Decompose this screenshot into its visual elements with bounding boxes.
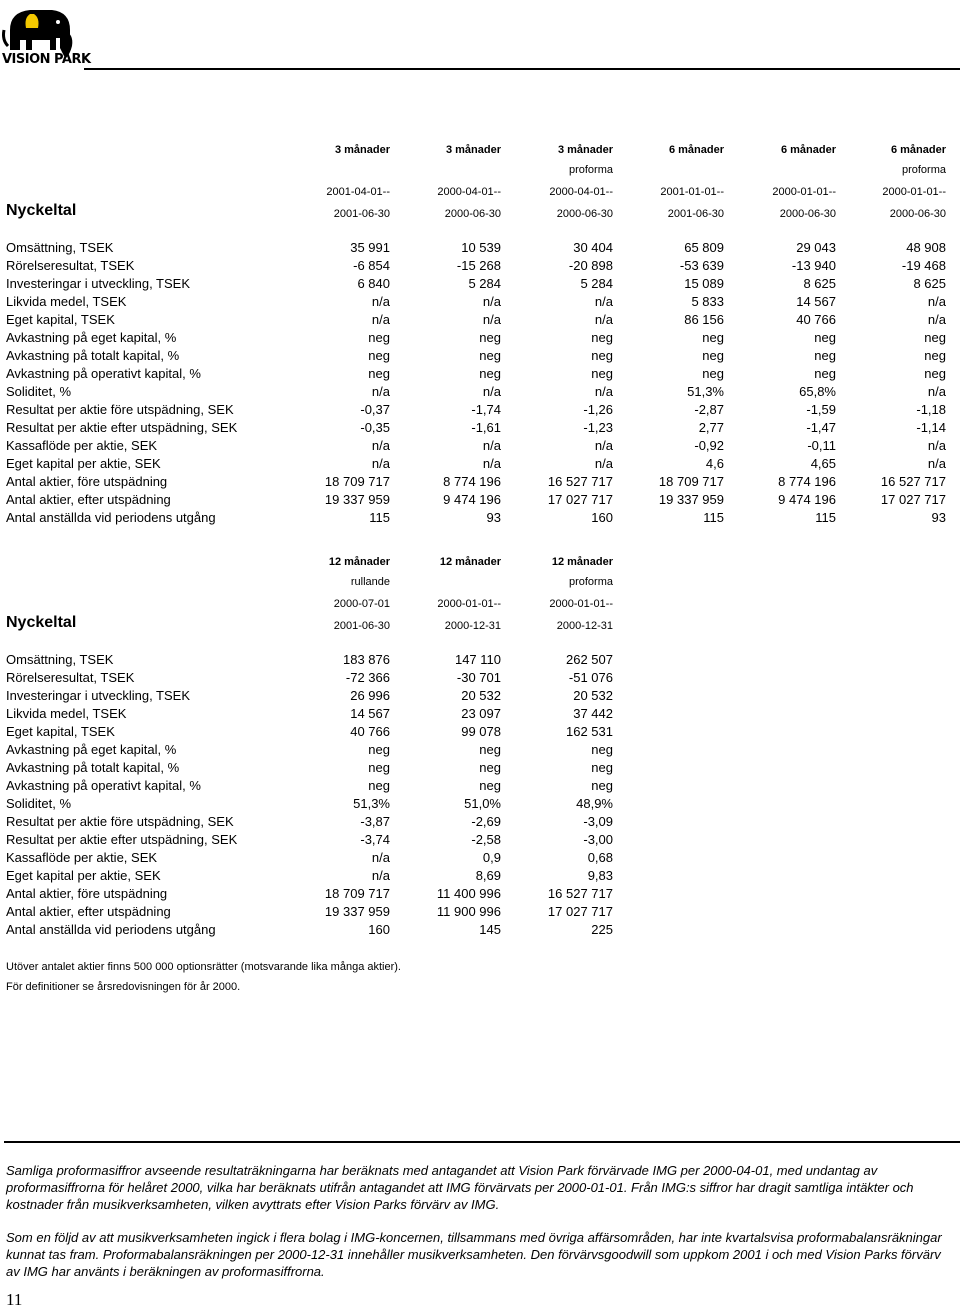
row-label: Antal anställda vid periodens utgång	[6, 921, 216, 937]
row-value: neg	[591, 741, 613, 757]
row-value: 19 337 959	[658, 491, 724, 507]
table-row	[6, 274, 946, 292]
row-value: 17 027 717	[880, 491, 946, 507]
row-label: Avkastning på totalt kapital, %	[6, 759, 180, 775]
header-row	[6, 198, 946, 220]
row-value: 23 097	[461, 705, 501, 721]
table-row	[6, 328, 946, 346]
row-value: 65 809	[684, 239, 724, 255]
row-value: neg	[368, 759, 390, 775]
table-row	[6, 704, 613, 722]
row-value: 160	[368, 921, 390, 937]
row-value: -2,58	[471, 831, 501, 847]
row-value: neg	[368, 329, 390, 345]
row-value: -2,69	[471, 813, 501, 829]
row-value: -3,00	[583, 831, 613, 847]
row-value: 162 531	[566, 723, 613, 739]
table-row	[6, 812, 613, 830]
header-row	[6, 568, 613, 588]
row-value: 99 078	[461, 723, 501, 739]
header-spacer	[6, 588, 276, 610]
row-value: n/a	[594, 437, 613, 453]
table-row	[6, 830, 613, 848]
header-note	[724, 156, 836, 176]
header-note	[390, 156, 501, 176]
row-value: neg	[591, 759, 613, 775]
row-value: 115	[815, 509, 836, 525]
row-value: 9 474 196	[443, 491, 501, 507]
row-label: Likvida medel, TSEK	[6, 705, 127, 721]
header-period: 12 månader	[328, 556, 390, 568]
row-label: Rörelseresultat, TSEK	[6, 669, 135, 685]
row-label: Kassaflöde per aktie, SEK	[6, 849, 158, 865]
row-value: 8 625	[803, 275, 836, 291]
table-row	[6, 884, 613, 902]
row-value: 8 774 196	[778, 473, 836, 489]
table-row	[6, 490, 946, 508]
header-rule	[84, 68, 960, 70]
row-value: 19 337 959	[324, 903, 390, 919]
row-value: 40 766	[796, 311, 836, 327]
row-value: 9,83	[587, 867, 613, 883]
header-note	[613, 156, 724, 176]
table-row	[6, 794, 613, 812]
key-figures-table-annual	[6, 544, 613, 938]
row-value: neg	[479, 759, 501, 775]
row-value: 0,9	[482, 849, 501, 865]
row-value: neg	[368, 347, 390, 363]
table-row	[6, 668, 613, 686]
row-value: n/a	[371, 455, 390, 471]
row-label: Soliditet, %	[6, 795, 72, 811]
header-date-to: 2000-06-30	[556, 208, 613, 220]
row-value: -72 366	[345, 669, 390, 685]
table-row	[6, 920, 613, 938]
row-value: -1,18	[916, 401, 946, 417]
header-date-from: 2000-01-01--	[882, 186, 946, 198]
row-label: Omsättning, TSEK	[6, 239, 114, 255]
row-value: neg	[591, 347, 613, 363]
row-label: Avkastning på eget kapital, %	[6, 329, 177, 345]
row-value: n/a	[594, 311, 613, 327]
header-note	[390, 568, 501, 588]
row-value: n/a	[594, 455, 613, 471]
row-value: 11 900 996	[436, 903, 501, 919]
row-value: n/a	[594, 383, 613, 399]
row-value: 93	[931, 509, 946, 525]
row-value: -3,09	[583, 813, 613, 829]
row-value: n/a	[482, 455, 501, 471]
header-spacer	[6, 544, 276, 568]
row-value: 5 833	[691, 293, 724, 309]
row-value: -20 898	[568, 257, 613, 273]
key-figures-table-quarterly	[6, 132, 946, 526]
row-value: 20 532	[573, 687, 613, 703]
row-value: -0,11	[807, 437, 836, 453]
row-value: n/a	[927, 311, 946, 327]
row-value: n/a	[371, 437, 390, 453]
row-value: -0,35	[360, 419, 390, 435]
row-value: 9 474 196	[778, 491, 836, 507]
row-value: 40 766	[350, 723, 390, 739]
spacer-row	[6, 220, 946, 238]
table-row	[6, 256, 946, 274]
row-value: -53 639	[679, 257, 724, 273]
row-label: Resultat per aktie före utspädning, SEK	[6, 813, 234, 829]
table-row	[6, 776, 613, 794]
row-value: 225	[591, 921, 613, 937]
row-value: n/a	[371, 293, 390, 309]
row-value: 5 284	[580, 275, 613, 291]
logo-brand-text: VISION PARK	[2, 52, 91, 67]
row-value: -1,59	[806, 401, 836, 417]
row-value: neg	[924, 329, 946, 345]
table-row	[6, 758, 613, 776]
row-label: Eget kapital per aktie, SEK	[6, 867, 161, 883]
header-period: 6 månader	[780, 144, 836, 156]
table-row	[6, 650, 613, 668]
row-value: n/a	[594, 293, 613, 309]
row-value: 0,68	[587, 849, 613, 865]
table-row	[6, 508, 946, 526]
row-value: 17 027 717	[547, 903, 613, 919]
options-note: Utöver antalet aktier finns 500 000 optionsrätter (motsvarande lika många aktier).	[6, 961, 401, 973]
table-row	[6, 382, 946, 400]
row-value: n/a	[927, 293, 946, 309]
row-value: n/a	[371, 867, 390, 883]
row-value: 93	[486, 509, 501, 525]
row-value: 19 337 959	[324, 491, 390, 507]
row-value: 4,65	[810, 455, 836, 471]
row-value: neg	[591, 329, 613, 345]
row-value: 8 774 196	[443, 473, 501, 489]
row-value: 18 709 717	[324, 885, 390, 901]
row-label: Avkastning på operativt kapital, %	[6, 365, 201, 381]
table-row	[6, 472, 946, 490]
row-label: Antal aktier, före utspädning	[6, 473, 168, 489]
row-label: Kassaflöde per aktie, SEK	[6, 437, 158, 453]
row-value: -30 701	[456, 669, 501, 685]
row-label: Omsättning, TSEK	[6, 651, 114, 667]
proforma-disclaimer-1: Samliga proformasiffror avseende resultaträkningarna har beräknats med antagandet att Vision Park förvärvade IMG per 2000-04-01, med undantag av proformasiffrorna för helåret 2000, vilka har beräknats utifrån antagandet att IMG förvärvats per 2000-01-01. Från IMG:s siffror har dragit samtliga intäkter och kostnader från musikverksamheten, vilken avyttrats efter Vision Parks förvärv av IMG.	[6, 1163, 914, 1212]
row-value: neg	[702, 329, 724, 345]
header-date-from: 2001-04-01--	[326, 186, 390, 198]
header-row	[6, 132, 946, 156]
table-row	[6, 238, 946, 256]
table-row	[6, 364, 946, 382]
row-value: -3,74	[360, 831, 390, 847]
row-label: Eget kapital, TSEK	[6, 723, 115, 739]
row-value: -1,14	[916, 419, 946, 435]
table-row	[6, 418, 946, 436]
row-label: Eget kapital per aktie, SEK	[6, 455, 161, 471]
row-value: 145	[479, 921, 501, 937]
row-label: Antal aktier, före utspädning	[6, 885, 168, 901]
page-number: 11	[6, 1290, 23, 1309]
spacer-cell	[6, 220, 946, 238]
row-value: -1,47	[806, 419, 836, 435]
row-label: Rörelseresultat, TSEK	[6, 257, 135, 273]
table-row	[6, 454, 946, 472]
definitions-note: För definitioner se årsredovisningen för år 2000.	[6, 981, 241, 993]
row-value: neg	[591, 365, 613, 381]
header-date-to: 2001-06-30	[667, 208, 724, 220]
spacer-cell	[6, 632, 613, 650]
header-period: 12 månader	[551, 556, 613, 568]
row-value: 26 996	[350, 687, 390, 703]
row-value: 4,6	[705, 455, 724, 471]
row-value: n/a	[482, 311, 501, 327]
row-value: n/a	[482, 437, 501, 453]
header-date-to: 2000-06-30	[444, 208, 501, 220]
header-date-to: 2001-06-30	[333, 620, 390, 632]
row-label: Resultat per aktie efter utspädning, SEK	[6, 419, 238, 435]
row-value: -1,26	[583, 401, 613, 417]
table-row	[6, 310, 946, 328]
table-title: Nyckeltal	[6, 614, 77, 631]
row-value: 8 625	[913, 275, 946, 291]
row-value: 6 840	[357, 275, 390, 291]
row-value: 86 156	[684, 311, 724, 327]
row-value: -51 076	[568, 669, 613, 685]
table-row	[6, 740, 613, 758]
row-value: neg	[368, 741, 390, 757]
header-period: 12 månader	[439, 556, 501, 568]
row-label: Antal anställda vid periodens utgång	[6, 509, 216, 525]
header-note: proforma	[568, 576, 613, 588]
header-row	[6, 176, 946, 198]
row-value: -13 940	[791, 257, 836, 273]
row-value: n/a	[371, 849, 390, 865]
table-row	[6, 346, 946, 364]
row-value: 10 539	[461, 239, 501, 255]
row-value: neg	[814, 365, 836, 381]
header-date-to: 2001-06-30	[333, 208, 390, 220]
row-value: 51,3%	[687, 383, 724, 399]
spacer-row	[6, 632, 613, 650]
header-period: 3 månader	[445, 144, 501, 156]
row-value: 115	[703, 509, 724, 525]
row-value: 18 709 717	[324, 473, 390, 489]
row-label: Antal aktier, efter utspädning	[6, 903, 171, 919]
row-value: n/a	[371, 311, 390, 327]
row-value: n/a	[927, 383, 946, 399]
row-value: -2,87	[694, 401, 724, 417]
table-row	[6, 400, 946, 418]
header-spacer	[6, 132, 276, 156]
row-value: neg	[479, 347, 501, 363]
row-value: 30 404	[573, 239, 613, 255]
row-value: 16 527 717	[880, 473, 946, 489]
header-date-to: 2000-12-31	[444, 620, 501, 632]
row-value: 65,8%	[799, 383, 836, 399]
row-label: Resultat per aktie före utspädning, SEK	[6, 401, 234, 417]
row-value: 20 532	[461, 687, 501, 703]
row-value: -1,23	[583, 419, 613, 435]
row-value: 16 527 717	[547, 885, 613, 901]
row-value: n/a	[927, 455, 946, 471]
row-value: -0,37	[360, 401, 390, 417]
row-value: -1,74	[471, 401, 501, 417]
row-value: 2,77	[698, 419, 724, 435]
row-value: neg	[479, 741, 501, 757]
header-period: 6 månader	[668, 144, 724, 156]
row-value: -6 854	[353, 257, 390, 273]
row-label: Investeringar i utveckling, TSEK	[6, 687, 191, 703]
row-label: Resultat per aktie efter utspädning, SEK	[6, 831, 238, 847]
header-date-from: 2000-01-01--	[772, 186, 836, 198]
row-label: Likvida medel, TSEK	[6, 293, 127, 309]
row-label: Investeringar i utveckling, TSEK	[6, 275, 191, 291]
row-value: 48,9%	[576, 795, 613, 811]
header-date-to: 2000-06-30	[779, 208, 836, 220]
header-date-to: 2000-06-30	[889, 208, 946, 220]
row-value: 160	[591, 509, 613, 525]
row-value: n/a	[482, 293, 501, 309]
row-value: 18 709 717	[658, 473, 724, 489]
header-period: 3 månader	[334, 144, 390, 156]
row-value: neg	[702, 347, 724, 363]
header-row	[6, 610, 613, 632]
vision-park-logo	[0, 0, 91, 72]
row-label: Avkastning på operativt kapital, %	[6, 777, 201, 793]
header-date-from: 2000-01-01--	[549, 598, 613, 610]
row-value: 48 908	[906, 239, 946, 255]
row-value: 14 567	[796, 293, 836, 309]
table-title: Nyckeltal	[6, 202, 77, 219]
row-value: neg	[368, 777, 390, 793]
row-value: 115	[369, 509, 390, 525]
row-value: -15 268	[456, 257, 501, 273]
row-label: Soliditet, %	[6, 383, 72, 399]
row-value: 29 043	[796, 239, 836, 255]
row-value: neg	[591, 777, 613, 793]
row-value: neg	[924, 365, 946, 381]
row-value: -19 468	[901, 257, 946, 273]
row-value: neg	[368, 365, 390, 381]
row-value: 37 442	[573, 705, 613, 721]
header-spacer	[6, 176, 276, 198]
row-value: 35 991	[350, 239, 390, 255]
row-value: 14 567	[350, 705, 390, 721]
row-value: 8,69	[475, 867, 501, 883]
row-value: neg	[814, 347, 836, 363]
header-date-from: 2000-07-01	[333, 598, 390, 610]
row-value: n/a	[371, 383, 390, 399]
header-spacer	[6, 156, 276, 176]
row-value: 51,3%	[353, 795, 390, 811]
table-row	[6, 902, 613, 920]
table-row	[6, 866, 613, 884]
header-row	[6, 156, 946, 176]
row-value: 183 876	[343, 651, 390, 667]
header-note: rullande	[350, 576, 390, 588]
header-note	[276, 156, 390, 176]
row-value: 51,0%	[464, 795, 501, 811]
row-label: Avkastning på eget kapital, %	[6, 741, 177, 757]
row-value: -3,87	[360, 813, 390, 829]
row-value: n/a	[482, 383, 501, 399]
header-date-from: 2000-01-01--	[437, 598, 501, 610]
row-value: 262 507	[566, 651, 613, 667]
header-note: proforma	[568, 164, 613, 176]
row-value: neg	[924, 347, 946, 363]
row-value: -1,61	[471, 419, 501, 435]
row-value: 16 527 717	[547, 473, 613, 489]
header-period: 6 månader	[890, 144, 946, 156]
header-period: 3 månader	[557, 144, 613, 156]
row-label: Antal aktier, efter utspädning	[6, 491, 171, 507]
row-value: 5 284	[468, 275, 501, 291]
row-value: 147 110	[454, 651, 501, 667]
row-value: -0,92	[694, 437, 724, 453]
table-row	[6, 848, 613, 866]
table-row	[6, 436, 946, 454]
row-label: Eget kapital, TSEK	[6, 311, 115, 327]
row-value: neg	[479, 365, 501, 381]
row-value: neg	[479, 777, 501, 793]
proforma-disclaimer-2: Som en följd av att musikverksamheten ingick i flera bolag i IMG-koncernen, tillsammans med övriga affärsområden, har inte kvartalsvisa proformabalansräkningar kunnat tas fram. Proformabalansräkningen per 2000-12-31 innehåller musikverksamheten. Den förvärvsgoodwill som uppkom 2001 i och med Vision Parks förvärv av IMG har använts i beräkningen av proformasiffrorna.	[6, 1230, 942, 1279]
row-value: 17 027 717	[547, 491, 613, 507]
table-row	[6, 722, 613, 740]
row-value: 15 089	[684, 275, 724, 291]
header-date-from: 2000-04-01--	[549, 186, 613, 198]
table-row	[6, 686, 613, 704]
header-date-from: 2001-01-01--	[660, 186, 724, 198]
row-value: neg	[702, 365, 724, 381]
header-date-to: 2000-12-31	[556, 620, 613, 632]
row-label: Avkastning på totalt kapital, %	[6, 347, 180, 363]
header-spacer	[6, 568, 276, 588]
row-value: n/a	[927, 437, 946, 453]
row-value: neg	[814, 329, 836, 345]
header-row	[6, 588, 613, 610]
footer-rule	[4, 1141, 960, 1143]
row-value: neg	[479, 329, 501, 345]
row-value: 11 400 996	[436, 885, 501, 901]
header-note: proforma	[901, 164, 946, 176]
table-row	[6, 292, 946, 310]
header-row	[6, 544, 613, 568]
header-date-from: 2000-04-01--	[437, 186, 501, 198]
